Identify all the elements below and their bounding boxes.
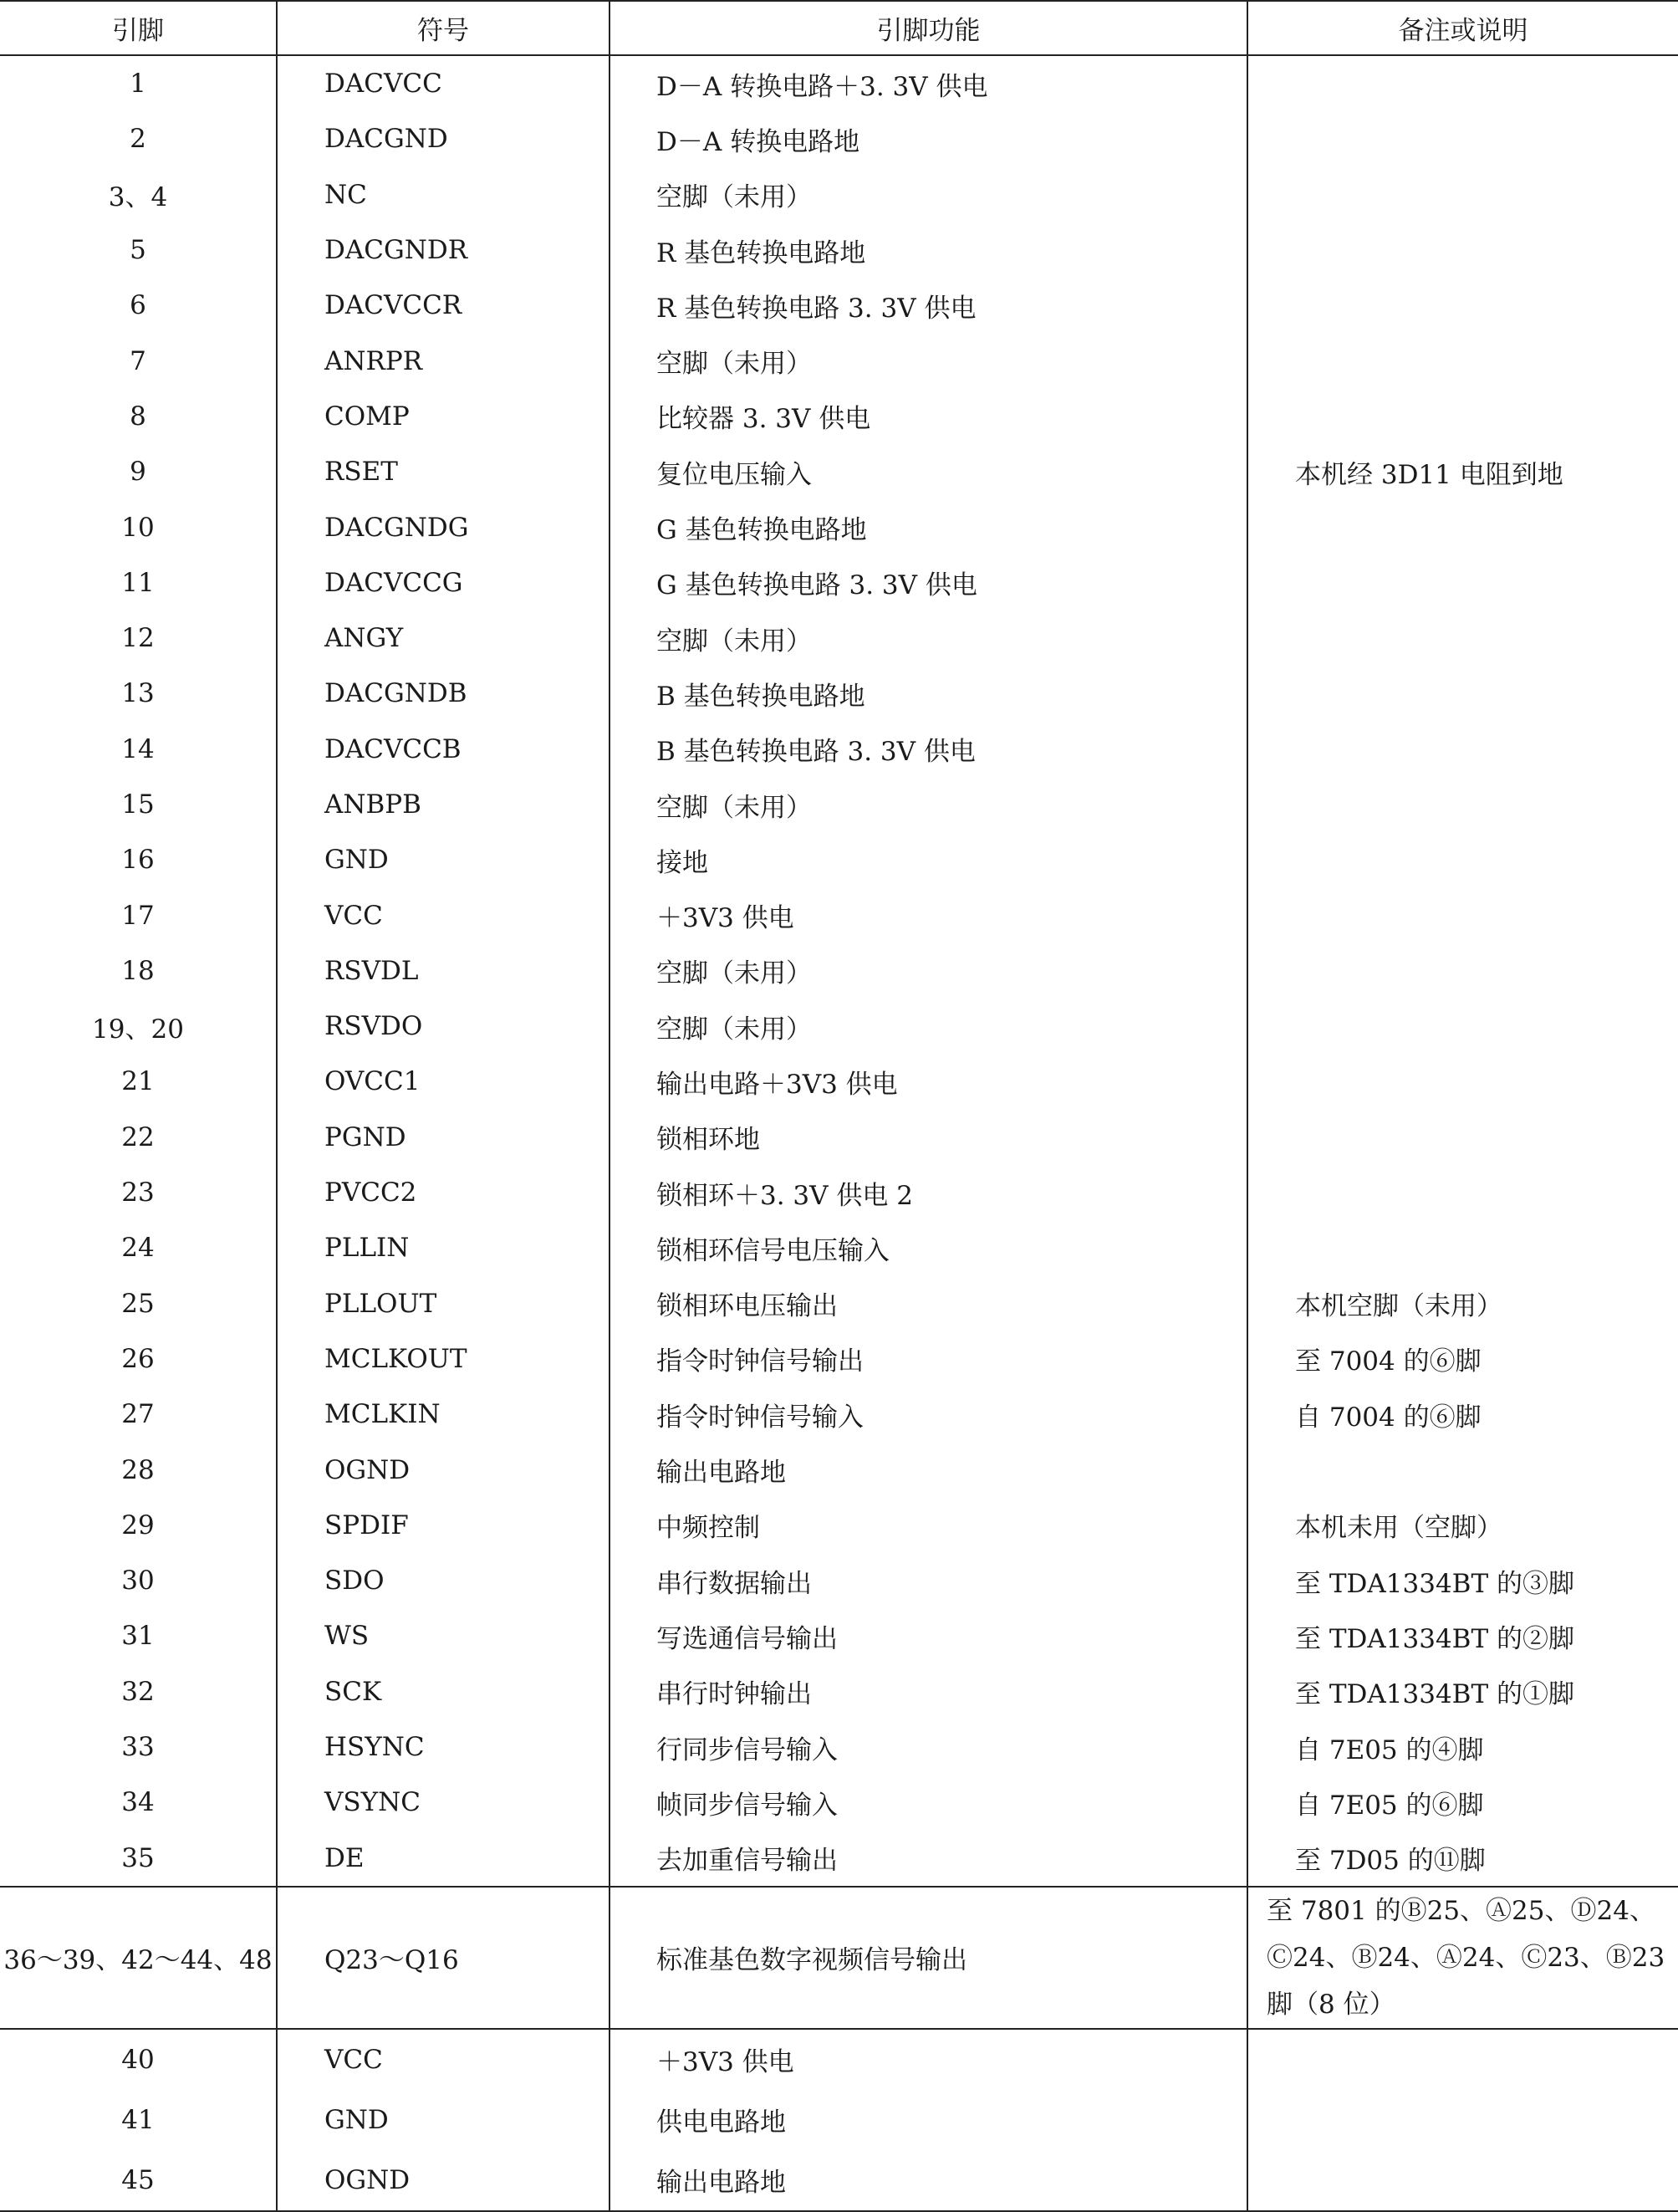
cell-note [1247,2090,1678,2150]
cell-symbol: RSVDL [277,943,609,999]
cell-pin: 18 [121,955,155,986]
table-row [0,222,1678,278]
table-row [0,278,1678,333]
cell-function: ＋3V3 供电 [609,2029,1247,2090]
cell-note [1247,333,1678,388]
table-row [0,1276,1678,1331]
table-row [0,1387,1678,1442]
cell-function: 行同步信号输入 [609,1719,1247,1775]
cell-note: 自 7E05 的⑥脚 [1247,1775,1678,1830]
cell-pin: 1 [130,69,146,100]
table-row [0,2150,1678,2211]
table-row [0,610,1678,666]
table-row [0,2029,1678,2090]
table-row [0,1220,1678,1275]
cell-pin: 30 [121,1566,155,1596]
cell-symbol: VCC [277,2029,609,2090]
cell-note [1247,1442,1678,1497]
cell-function: 锁相环电压输出 [609,1276,1247,1331]
cell-note [1247,2150,1678,2211]
cell-symbol: VSYNC [277,1775,609,1830]
table-row [0,722,1678,777]
table-row [0,777,1678,832]
cell-pin: 21 [121,1066,155,1097]
cell-pin: 12 [121,623,155,654]
cell-note: 至 7004 的⑥脚 [1247,1331,1678,1387]
table-row [0,55,1678,111]
cell-note [1247,722,1678,777]
cell-pin: 14 [121,733,155,764]
cell-pin: 27 [121,1399,155,1430]
cell-symbol: PVCC2 [277,1165,609,1220]
cell-function: D－A 转换电路地 [609,111,1247,166]
cell-note: 本机经 3D11 电阻到地 [1247,444,1678,499]
cell-pin: 22 [121,1121,155,1152]
cell-note: 至 7D05 的⑪脚 [1247,1831,1678,1887]
cell-function: 空脚（未用） [609,333,1247,388]
cell-symbol: SCK [277,1664,609,1719]
cell-symbol: GND [277,832,609,887]
cell-pin: 10 [121,512,155,543]
cell-symbol: MCLKOUT [277,1331,609,1387]
cell-pin: 6 [130,290,146,321]
cell-symbol: HSYNC [277,1719,609,1775]
cell-symbol: SDO [277,1553,609,1608]
cell-note [1247,777,1678,832]
cell-symbol: VCC [277,887,609,943]
cell-symbol: DACVCCR [277,278,609,333]
cell-pin: 33 [121,1732,155,1763]
cell-symbol: NC [277,167,609,222]
cell-function: 输出电路地 [609,2150,1247,2211]
table-row [0,111,1678,166]
cell-pin: 13 [121,678,155,709]
cell-function: 指令时钟信号输出 [609,1331,1247,1387]
cell-pin: 31 [121,1621,155,1652]
cell-pin: 2 [130,124,146,155]
cell-function: 复位电压输入 [609,444,1247,499]
cell-symbol: DACGNDB [277,666,609,721]
cell-pin: 23 [121,1178,155,1208]
table-row [0,167,1678,222]
cell-function: 输出电路地 [609,1442,1247,1497]
cell-function: 锁相环信号电压输入 [609,1220,1247,1275]
table-row [0,333,1678,388]
cell-symbol: DACGNDG [277,499,609,554]
table-row [0,943,1678,999]
table-row [0,555,1678,610]
cell-symbol: COMP [277,389,609,444]
cell-note: 至 TDA1334BT 的②脚 [1247,1608,1678,1663]
cell-note [1247,666,1678,721]
cell-pin: 9 [130,457,146,488]
table-row [0,1110,1678,1165]
cell-function: 去加重信号输出 [609,1831,1247,1887]
table-row [0,1553,1678,1608]
cell-symbol: PGND [277,1110,609,1165]
cell-pin: 8 [130,401,146,432]
cell-symbol: OGND [277,1442,609,1497]
table-row [0,1664,1678,1719]
cell-pin: 19、20 [92,1014,184,1045]
cell-pin: 26 [121,1343,155,1374]
cell-function: 空脚（未用） [609,943,1247,999]
cell-symbol: DACGNDR [277,222,609,278]
cell-note [1247,278,1678,333]
cell-symbol: DACVCCG [277,555,609,610]
cell-pin: 3、4 [108,182,168,213]
cell-function: 接地 [609,832,1247,887]
header-symbol: 符号 [277,1,609,55]
cell-function: D－A 转换电路＋3. 3V 供电 [609,55,1247,111]
cell-function: 帧同步信号输入 [609,1775,1247,1830]
cell-pin: 40 [0,2029,277,2090]
cell-symbol: WS [277,1608,609,1663]
table-row [0,1775,1678,1830]
cell-pin: 17 [121,900,155,931]
header-function: 引脚功能 [609,1,1247,55]
cell-function: 空脚（未用） [609,999,1247,1054]
cell-pin: 32 [121,1676,155,1707]
cell-symbol: MCLKIN [277,1387,609,1442]
cell-symbol: DACVCC [277,55,609,111]
cell-symbol: ANBPB [277,777,609,832]
cell-pin: 45 [0,2150,277,2211]
cell-note: 至 TDA1334BT 的①脚 [1247,1664,1678,1719]
cell-function: 指令时钟信号输入 [609,1387,1247,1442]
cell-note [1247,55,1678,111]
cell-function: 标准基色数字视频信号输出 [609,1887,1247,2029]
cell-pin: 16 [121,845,155,876]
cell-pin: 29 [121,1510,155,1540]
table-row [0,444,1678,499]
cell-symbol: RSET [277,444,609,499]
table-row [0,1887,1678,2029]
cell-function: 串行时钟输出 [609,1664,1247,1719]
cell-symbol: ANRPR [277,333,609,388]
cell-function: B 基色转换电路地 [609,666,1247,721]
cell-note [1247,111,1678,166]
cell-function: 写选通信号输出 [609,1608,1247,1663]
table-row [0,1719,1678,1775]
cell-pin: 15 [121,789,155,820]
cell-function: 空脚（未用） [609,610,1247,666]
table-row [0,1498,1678,1553]
cell-function: 中频控制 [609,1498,1247,1553]
cell-pin: 28 [121,1454,155,1485]
cell-note [1247,943,1678,999]
cell-note: 至 7801 的Ⓑ25、Ⓐ25、Ⓓ24、Ⓒ24、Ⓑ24、Ⓐ24、Ⓒ23、Ⓑ23脚（8 位） [1247,1887,1678,2029]
cell-symbol: RSVDO [277,999,609,1054]
cell-note [1247,1110,1678,1165]
cell-note [1247,222,1678,278]
cell-symbol: OGND [277,2150,609,2211]
cell-function: 输出电路＋3V3 供电 [609,1054,1247,1109]
cell-note [1247,610,1678,666]
cell-symbol: SPDIF [277,1498,609,1553]
cell-symbol: PLLOUT [277,1276,609,1331]
cell-note [1247,2029,1678,2090]
cell-note [1247,887,1678,943]
cell-pin: 41 [121,2104,155,2135]
cell-symbol: DACGND [277,111,609,166]
cell-symbol: GND [277,2090,609,2150]
cell-function: 比较器 3. 3V 供电 [609,389,1247,444]
cell-function: 空脚（未用） [609,777,1247,832]
table-header-row [0,1,1678,55]
table-row [0,1831,1678,1887]
table-row [0,499,1678,554]
table-row [0,832,1678,887]
cell-note [1247,1220,1678,1275]
table-row [0,887,1678,943]
table-row [0,666,1678,721]
cell-pin: 35 [121,1842,155,1873]
table-row [0,1054,1678,1109]
cell-function: R 基色转换电路 3. 3V 供电 [609,278,1247,333]
cell-symbol: Q23～Q16 [277,1887,609,2029]
table-row [0,999,1678,1054]
cell-pin: 25 [121,1288,155,1319]
table-row [0,389,1678,444]
cell-pin: 24 [121,1233,155,1264]
cell-note [1247,499,1678,554]
cell-symbol: ANGY [277,610,609,666]
cell-function: 锁相环地 [609,1110,1247,1165]
header-notes: 备注或说明 [1247,1,1678,55]
cell-pin: 36～39、42～44、48 [0,1887,277,2029]
cell-note: 本机空脚（未用） [1247,1276,1678,1331]
cell-note [1247,1165,1678,1220]
table-row [0,1608,1678,1663]
table-row [0,1165,1678,1220]
cell-pin: 34 [121,1787,155,1818]
table-row [0,1331,1678,1387]
cell-note [1247,555,1678,610]
cell-function: ＋3V3 供电 [609,887,1247,943]
table-row [0,2090,1678,2150]
cell-symbol: PLLIN [277,1220,609,1275]
header-pin: 引脚 [0,1,277,55]
table-row [0,1442,1678,1497]
cell-function: B 基色转换电路 3. 3V 供电 [609,722,1247,777]
cell-function: R 基色转换电路地 [609,222,1247,278]
cell-pin: 5 [130,235,146,266]
cell-symbol: OVCC1 [277,1054,609,1109]
cell-note: 自 7E05 的④脚 [1247,1719,1678,1775]
cell-note [1247,832,1678,887]
cell-pin: 11 [121,567,155,598]
cell-function: G 基色转换电路地 [609,499,1247,554]
cell-note [1247,1054,1678,1109]
cell-function: G 基色转换电路 3. 3V 供电 [609,555,1247,610]
cell-note [1247,999,1678,1054]
cell-note [1247,389,1678,444]
cell-function: 串行数据输出 [609,1553,1247,1608]
cell-note: 自 7004 的⑥脚 [1247,1387,1678,1442]
cell-note: 本机未用（空脚） [1247,1498,1678,1553]
cell-note [1247,167,1678,222]
cell-note: 至 TDA1334BT 的③脚 [1247,1553,1678,1608]
cell-pin: 7 [130,345,146,376]
table-body [0,55,1678,2211]
cell-function: 空脚（未用） [609,167,1247,222]
cell-symbol: DACVCCB [277,722,609,777]
cell-function: 供电电路地 [609,2090,1247,2150]
cell-symbol: DE [277,1831,609,1887]
cell-function: 锁相环＋3. 3V 供电 2 [609,1165,1247,1220]
